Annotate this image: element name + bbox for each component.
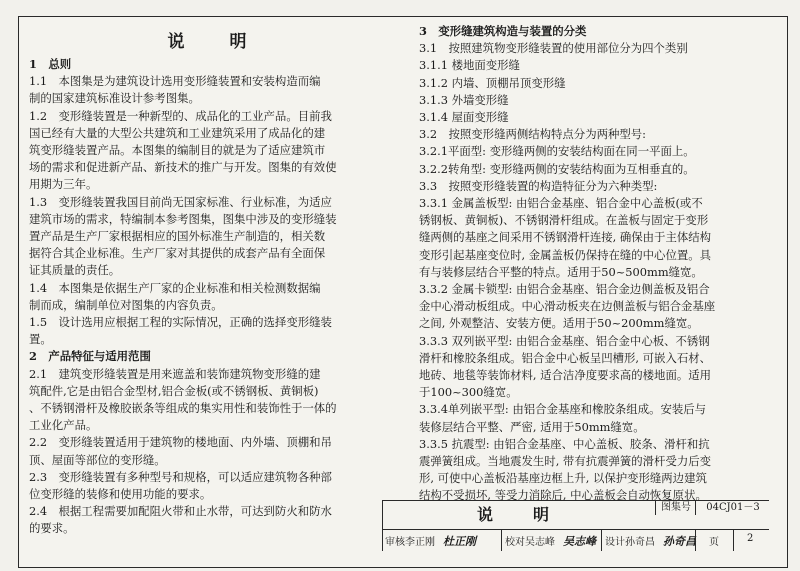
- text-line: 3.3.3 双列嵌平型: 由铝合金基座、铝合金中心板、不锈钢: [419, 333, 710, 348]
- text-line: 于100~300缝宽。: [419, 385, 518, 400]
- text-line: 有与装修层结合平整的特点。适用于50~500mm缝宽。: [419, 264, 703, 279]
- text-line: 置。: [29, 332, 52, 347]
- designer-name: 孙奇昌: [625, 537, 655, 548]
- text-line: 滑杆和橡胶条组成。铝合金中心板呈凹槽形, 可嵌入石材、: [419, 350, 712, 365]
- text-line: 变形引起基座变位时, 金属盖板仍保持在缝的中心位置。具: [419, 247, 712, 262]
- text-line: 3.1 按照建筑物变形缝装置的使用部位分为四个类别: [419, 41, 688, 56]
- title-block: [382, 500, 769, 551]
- text-line: 工业化产品。: [29, 418, 98, 433]
- text-line: 国已经有大量的大型公共建筑和工业建筑采用了成品化的建: [29, 125, 326, 140]
- section-heading: 1 总则: [29, 57, 72, 71]
- checker-signature: 吴志峰: [563, 535, 596, 548]
- text-line: 、不锈钢滑杆及橡胶嵌条等组成的集实用性和装饰性于一体的: [29, 401, 337, 416]
- right-text-block: [419, 23, 779, 505]
- reviewer-signature: 杜正刚: [443, 535, 476, 548]
- text-line: 金中心滑动板组成。中心滑动板夹在边侧盖板与铝合金基座: [419, 299, 716, 314]
- reviewer-label: 审核: [385, 537, 405, 548]
- text-line: 3.2 按照变形缝两侧结构特点分为两种型号:: [419, 127, 646, 142]
- text-line: 制的国家建筑标准设计参考图集。: [29, 91, 200, 106]
- text-line: 之间, 外观整洁、安装方便。适用于50~200mm缝宽。: [419, 316, 699, 331]
- text-line: 形, 可使中心盖板沿基座边框上升, 以保护变形缝两边建筑: [419, 471, 707, 486]
- text-line: 3.3.5 抗震型: 由铝合金基座、中心盖板、胶条、滑杆和抗: [419, 436, 710, 451]
- text-line: 3.2.1平面型: 变形缝两侧的安装结构面在同一平面上。: [419, 144, 695, 159]
- designer-signature: 孙奇昌: [663, 535, 696, 548]
- text-line: 证其质量的责任。: [29, 263, 121, 278]
- text-line: 震弹簧组成。当地震发生时, 带有抗震弹簧的滑杆受力后变: [419, 454, 712, 469]
- text-line: 锈钢板、黄铜板)、不锈钢滑杆组成。在盖板与固定于变形: [419, 213, 709, 228]
- text-line: 3.1.4 屋面变形缝: [419, 110, 509, 125]
- text-line: 1.5 设计选用应根据工程的实际情况，正确的选择变形缝装: [29, 315, 332, 330]
- text-line: 顶、屋面等部位的变形缝。: [29, 452, 166, 467]
- checker-name: 吴志峰: [525, 537, 555, 548]
- text-line: 2.3 变形缝装置有多种型号和规格，可以适应建筑物各种部: [29, 469, 332, 484]
- text-line: 的要求。: [29, 521, 75, 536]
- text-line: 置产品是生产厂家根据相应的国外标准生产制造的，相关数: [29, 229, 326, 244]
- text-line: 结构不受损坏, 等受力消除后, 中心盖板会自动恢复原状。: [419, 488, 707, 503]
- text-line: 2.1 建筑变形缝装置是用来遮盖和装饰建筑物变形缝的建: [29, 366, 321, 381]
- section-heading: 3 变形缝建筑构造与装置的分类: [419, 24, 587, 38]
- text-line: 3.3.1 金属盖板型: 由铝合金基座、铝合金中心盖板(或不: [419, 196, 703, 211]
- page-number: 2: [747, 533, 754, 544]
- title-block-main-title: 说 明: [476, 505, 561, 524]
- page-label: 页: [709, 537, 719, 548]
- designer-label: 设计: [605, 537, 625, 548]
- reviewer-name: 李正刚: [405, 537, 435, 548]
- title-block-top-row: [383, 501, 769, 530]
- title-block-signature-row: [383, 529, 769, 551]
- text-line: 用期为三年。: [29, 177, 98, 192]
- text-line: 据符合其企业标准。生产厂家对其提供的成套产品有全面保: [29, 246, 326, 261]
- text-line: 1.4 本图集是依据生产厂家的企业标准和相关检测数据编: [29, 280, 321, 295]
- text-line: 3.2.2转角型: 变形缝两侧的安装结构面为互相垂直的。: [419, 161, 695, 176]
- text-line: 制而成，编制单位对图集的内容负责。: [29, 297, 223, 312]
- text-line: 1.2 变形缝装置是一种新型的、成品化的工业产品。目前我: [29, 108, 332, 123]
- text-line: 3.1.3 外墙变形缝: [419, 92, 509, 107]
- text-line: 3.3.4单列嵌平型: 由铝合金基座和橡胶条组成。安装后与: [419, 402, 707, 417]
- atlas-number-label: 图集号: [655, 501, 696, 515]
- text-line: 缝两侧的基座之间采用不锈钢滑杆连接, 确保由于主体结构: [419, 230, 712, 245]
- text-line: 2.4 根据工程需要加配阻火带和止水带，可达到防火和防水: [29, 504, 332, 519]
- checker-label: 校对: [505, 537, 525, 548]
- left-text-block: [29, 56, 399, 538]
- text-line: 2.2 变形缝装置适用于建筑物的楼地面、内外墙、顶棚和吊: [29, 435, 332, 450]
- text-line: 3.3 按照变形缝装置的构造特征分为六种类型:: [419, 178, 658, 193]
- text-line: 1.3 变形缝装置我国目前尚无国家标准、行业标准，为适应: [29, 194, 332, 209]
- right-column: [419, 23, 779, 505]
- text-line: 筑配件,它是由铝合金型材,铝合金板(或不锈钢板、黄铜板): [29, 383, 319, 398]
- atlas-number: 04CJ01－3: [695, 501, 770, 515]
- document-sheet: [18, 16, 788, 568]
- text-line: 位变形缝的装修和使用功能的要求。: [29, 487, 212, 502]
- text-line: 3.1.1 楼地面变形缝: [419, 58, 520, 73]
- text-line: 3.1.2 内墙、顶棚吊顶变形缝: [419, 75, 566, 90]
- left-column: [29, 25, 399, 538]
- section-heading: 2 产品特征与适用范围: [29, 349, 151, 364]
- text-line: 3.3.2 金属卡锁型: 由铝合金基座、铝合金边侧盖板及铝合: [419, 282, 710, 297]
- text-line: 装修层结合平整、严密, 适用于50mm缝宽。: [419, 419, 645, 434]
- text-line: 筑变形缝装置产品。本图集的编制目的就是为了适应建筑市: [29, 143, 326, 158]
- text-line: 1.1 本图集是为建筑设计选用变形缝装置和安装构造而编: [29, 74, 321, 89]
- text-line: 场的需求和促进新产品、新技术的推广与开发。图集的有效使: [29, 160, 337, 175]
- text-line: 建筑市场的需求，特编制本参考图集，图集中涉及的变形缝装: [29, 211, 337, 226]
- text-line: 地砖、地毯等装饰材料, 适合洁净度要求高的楼地面。适用: [419, 368, 712, 383]
- page-title: 说 明: [167, 32, 261, 52]
